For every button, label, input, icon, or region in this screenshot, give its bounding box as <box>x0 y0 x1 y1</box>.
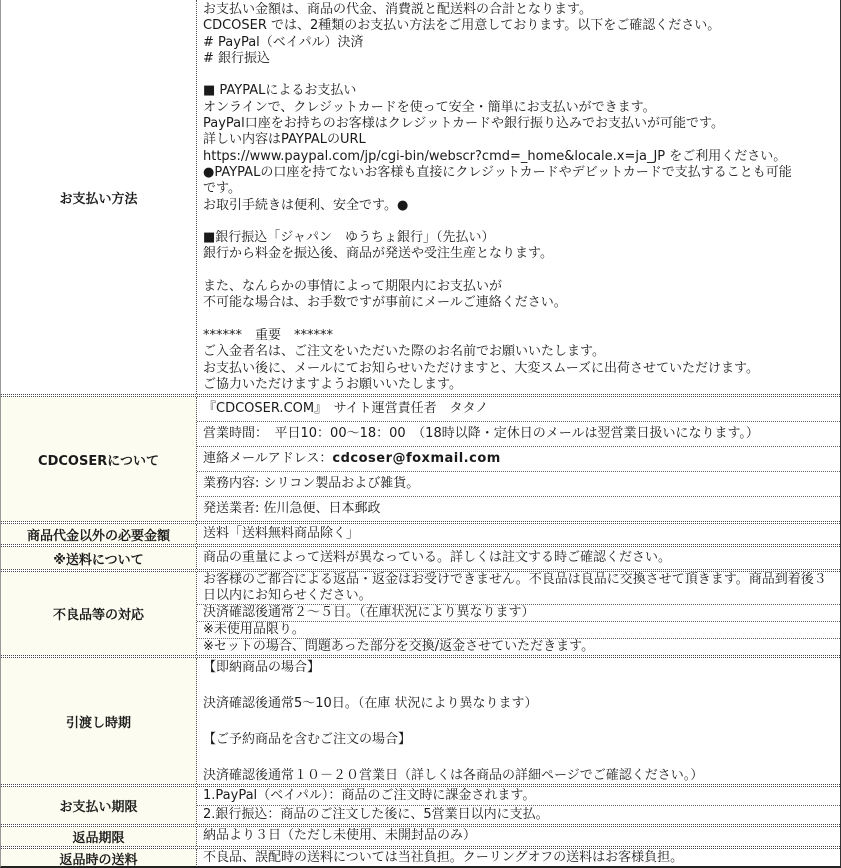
extra-fees-content <box>197 524 840 544</box>
business-hours-row: 営業時間： 平日10：00～18：00 （18時以降・定休日のメールは翌営業日扱いになります。） <box>197 421 840 446</box>
return-policy-row: お客様のご都合による返品・返金はお受けできません。不良品は良品に交換させて頂きます。商品到着後３日以内にお知らせください。 <box>203 572 827 603</box>
row-header-return-deadline: 返品期限 <box>1 827 197 846</box>
section-extra-fees <box>1 524 840 544</box>
text-line: 詳しい内容はPAYPALのURL <box>203 132 366 148</box>
set-exchange-row: ※セットの場合、問題あった部分を交換/返金させていただきます。 <box>197 638 840 655</box>
text-line: # 銀行振込 <box>203 50 271 66</box>
contact-email-label: 連絡メールアドレス： <box>203 451 333 466</box>
text-line <box>203 214 836 230</box>
text-line: 決済確認後通常１０－２０営業日（詳しくは各商品の詳細ページでご確認ください。） <box>203 768 704 783</box>
row-header-return-shipping: 返品時の送料 <box>1 849 197 867</box>
shipping-fee-content <box>197 547 840 569</box>
text-line <box>203 677 836 695</box>
delivery-time-lines <box>197 658 840 784</box>
text-line: お支払い後に、メールにてお知らせいただけますと、大変スムーズに出荷させていただけます。 <box>203 360 760 376</box>
text-line: https://www.paypal.com/jp/cgi-bin/webscr?cmd=_home&locale.x=ja_JP をご利用ください。 <box>203 148 787 164</box>
unused-only-row: ※未使用品限り。 <box>197 621 840 638</box>
row-header-extra-fees: 商品代金以外の必要金額 <box>1 524 197 544</box>
text-line: 不可能な場合は、お手数ですが事前にメールご連絡ください。 <box>203 295 567 311</box>
business-description-row: 業務内容: シリコン製品および雑貨。 <box>197 471 840 496</box>
text-line: お取引手続きは便利、安全です。● <box>203 197 409 213</box>
text-line: です。 <box>203 181 241 197</box>
defective-items-content <box>197 572 840 655</box>
section-defective-items <box>1 572 840 655</box>
row-header-payment-deadline: お支払い期限 <box>1 787 197 824</box>
text-line: # PayPal（ベイパル）決済 <box>203 34 364 50</box>
text-line: PayPal口座をお持ちのお客様はクレジットカードや銀行振り込みでお支払いが可能です。 <box>203 116 724 132</box>
payment-method-lines <box>197 0 840 393</box>
row-header-about-cdcoser: CDCOSERについて <box>1 397 197 521</box>
paypal-deadline-row: 1.PayPal（ベイパル）：商品のご注文時に課金されます。 <box>203 788 536 803</box>
text-line: ご入金者名は、ご注文をいただいた際のお名前でお願いいたします。 <box>203 344 605 360</box>
return-shipping-text: 不良品、誤配時の送料については当社負担。クーリングオフの送料はお客様負担。 <box>203 850 684 865</box>
text-line <box>203 67 836 83</box>
payment-method-content <box>197 0 840 394</box>
text-line: ****** 重要 ****** <box>203 327 334 343</box>
text-line: 【ご予約商品を含むご注文の場合】 <box>203 732 412 747</box>
text-line <box>203 263 836 279</box>
row-header-shipping-fee: ※送料について <box>1 547 197 569</box>
text-line <box>203 749 836 767</box>
text-line: 決済確認後通常5～10日。（在庫 状況により異なります） <box>203 696 538 711</box>
row-header-delivery-time: 引渡し時期 <box>1 658 197 784</box>
text-line: 【即納商品の場合】 <box>203 660 321 675</box>
contact-email-row <box>197 446 840 471</box>
text-line: 銀行から料金を振込後、商品が発送や受注生産となります。 <box>203 246 553 262</box>
site-operator-row: 『CDCOSER.COM』 サイト運営責任者 タタノ <box>203 401 489 416</box>
text-line: ■銀行振込「ジャパン ゆうちょ銀行」（先払い） <box>203 230 495 246</box>
text-line <box>203 713 836 731</box>
section-return-deadline <box>1 827 840 846</box>
text-line: CDCOSER では、2種類のお支払い方法をご用意しております。以下をご確認ください。 <box>203 18 721 34</box>
section-delivery-time <box>1 658 840 784</box>
section-about-cdcoser <box>1 397 840 521</box>
text-line: オンラインで、クレジットカードを使って安全・簡単にお支払いができます。 <box>203 99 656 115</box>
text-line: お支払い金額は、商品の代金、消費説と配送料の合計となります。 <box>203 2 592 17</box>
shipping-carrier-row: 発送業者: 佐川急便、日本郵政 <box>197 496 840 521</box>
delivery-time-content <box>197 658 840 784</box>
processing-time-row: 決済確認後通常２～５日。（在庫状況により異なります） <box>197 604 840 621</box>
row-header-payment-method: お支払い方法 <box>1 0 197 394</box>
text-line: ご協力いただけますようお願いいたします。 <box>203 376 462 392</box>
section-return-shipping <box>1 849 840 867</box>
about-cdcoser-content <box>197 397 840 521</box>
row-header-defective-items: 不良品等の対応 <box>1 572 197 655</box>
extra-fees-text: 送料「送料無料商品除く」 <box>203 526 360 541</box>
return-deadline-text: 納品より３日（ただし未使用、未開封品のみ） <box>203 828 477 843</box>
text-line: ●PAYPALの口座を持てないお客様も直接にクレジットカードやデビットカードで支払することも可能 <box>203 164 792 180</box>
return-deadline-content <box>197 827 840 846</box>
payment-deadline-content <box>197 787 840 824</box>
contact-email: cdcoser@foxmail.com <box>332 451 501 466</box>
section-payment-deadline <box>1 787 840 824</box>
shipping-fee-text: 商品の重量によって送料が異なっている。詳しくは註文する時ご確認ください。 <box>203 550 672 565</box>
text-line: ■ PAYPALによるお支払い <box>203 83 357 99</box>
return-shipping-content <box>197 849 840 867</box>
section-shipping-fee <box>1 547 840 569</box>
bank-deadline-row: 2.銀行振込：商品のご注文した後に、5営業日以内に支払。 <box>197 805 840 824</box>
text-line: また、なんらかの事情によって期限内にお支払いが <box>203 279 503 295</box>
text-line <box>203 312 836 328</box>
section-payment-method <box>1 0 840 394</box>
